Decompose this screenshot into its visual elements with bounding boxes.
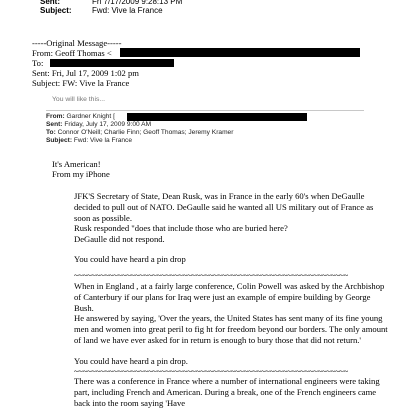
redaction-box xyxy=(127,113,307,121)
redaction-box xyxy=(120,48,360,57)
section-separator: ~~~~~~~~~~~~~~~~~~~~~~~~~~~~~~~~~~~~~~~~~~~~~~~~~~~~~~~~~~~~~~~ xyxy=(74,270,349,280)
subject-value: Fwd: Vive la France xyxy=(92,6,163,15)
forward-sent-label: Sent: xyxy=(46,121,63,128)
note-line-2: From my iPhone xyxy=(52,169,110,179)
story2-answer: He answered by saying, 'Over the years, the United States has sent many of its fine young men and women into great peril to fig ht for freedom beyond our borders. The only amount of land we have ever asked for in return is enough to bury those that did not return.' xyxy=(74,313,388,345)
note-line-1: It's American! xyxy=(52,159,101,169)
original-subject: Subject: FW: Vive la France xyxy=(32,78,130,88)
story1-closing: You could have heard a pin drop xyxy=(74,254,186,264)
forward-from-label: From: xyxy=(46,113,65,120)
forward-to-value: Connor O'Neill; Charlie Finn; Geoff Thomas; Jeremy Kramer xyxy=(57,129,234,136)
story2-closing: You could have heard a pin drop. xyxy=(74,356,188,366)
original-to: To: xyxy=(32,58,44,68)
redaction-box xyxy=(50,59,174,67)
story1-outcome: DeGaulle did not respond. xyxy=(74,234,165,244)
intro-text: You will like this... xyxy=(52,96,106,103)
divider xyxy=(46,110,364,111)
sent-label: Sent: xyxy=(40,0,60,6)
original-from: From: Geoff Thomas < xyxy=(32,48,112,58)
forward-to-label: To: xyxy=(46,129,56,136)
forward-from-value: Gardner Knight [ xyxy=(66,113,115,120)
story2-paragraph: When in England , at a fairly large conference, Colin Powell was asked by the Archbishop of Canterbury if our plans for Iraq were just an example of empire building by George Bush. xyxy=(74,281,385,313)
section-separator: ~~~~~~~~~~~~~~~~~~~~~~~~~~~~~~~~~~~~~~~~~~~~~~~~~~~~~~~~~~~~~~~ xyxy=(74,366,349,376)
story1-response: Rusk responded "does that include those who are buried here? xyxy=(74,223,288,233)
forward-subject xyxy=(46,137,132,145)
original-message-separator: -----Original Message----- xyxy=(32,38,122,48)
story1-paragraph: JFK'S Secretary of State, Dean Rusk, was in France in the early 60's when DeGaulle decided to pull out of NATO. DeGaulle said he wanted all US military out of France as soon as possible. xyxy=(74,191,374,223)
original-sent: Sent: Fri, Jul 17, 2009 1:02 pm xyxy=(32,68,139,78)
sent-value: Fri 7/17/2009 9:28:13 PM xyxy=(92,0,183,6)
forward-subject-value: Fwd: Vive la France xyxy=(73,137,133,144)
subject-label: Subject: xyxy=(40,6,72,15)
forward-sent-value: Friday, July 17, 2009 9:00 AM xyxy=(64,121,152,128)
forward-subject-label: Subject: xyxy=(46,137,73,144)
story3-paragraph: There was a conference in France where a number of international engineers were taking part, including French and American. During a break, one of the French engineers came back into the room saying 'Have xyxy=(74,376,380,408)
